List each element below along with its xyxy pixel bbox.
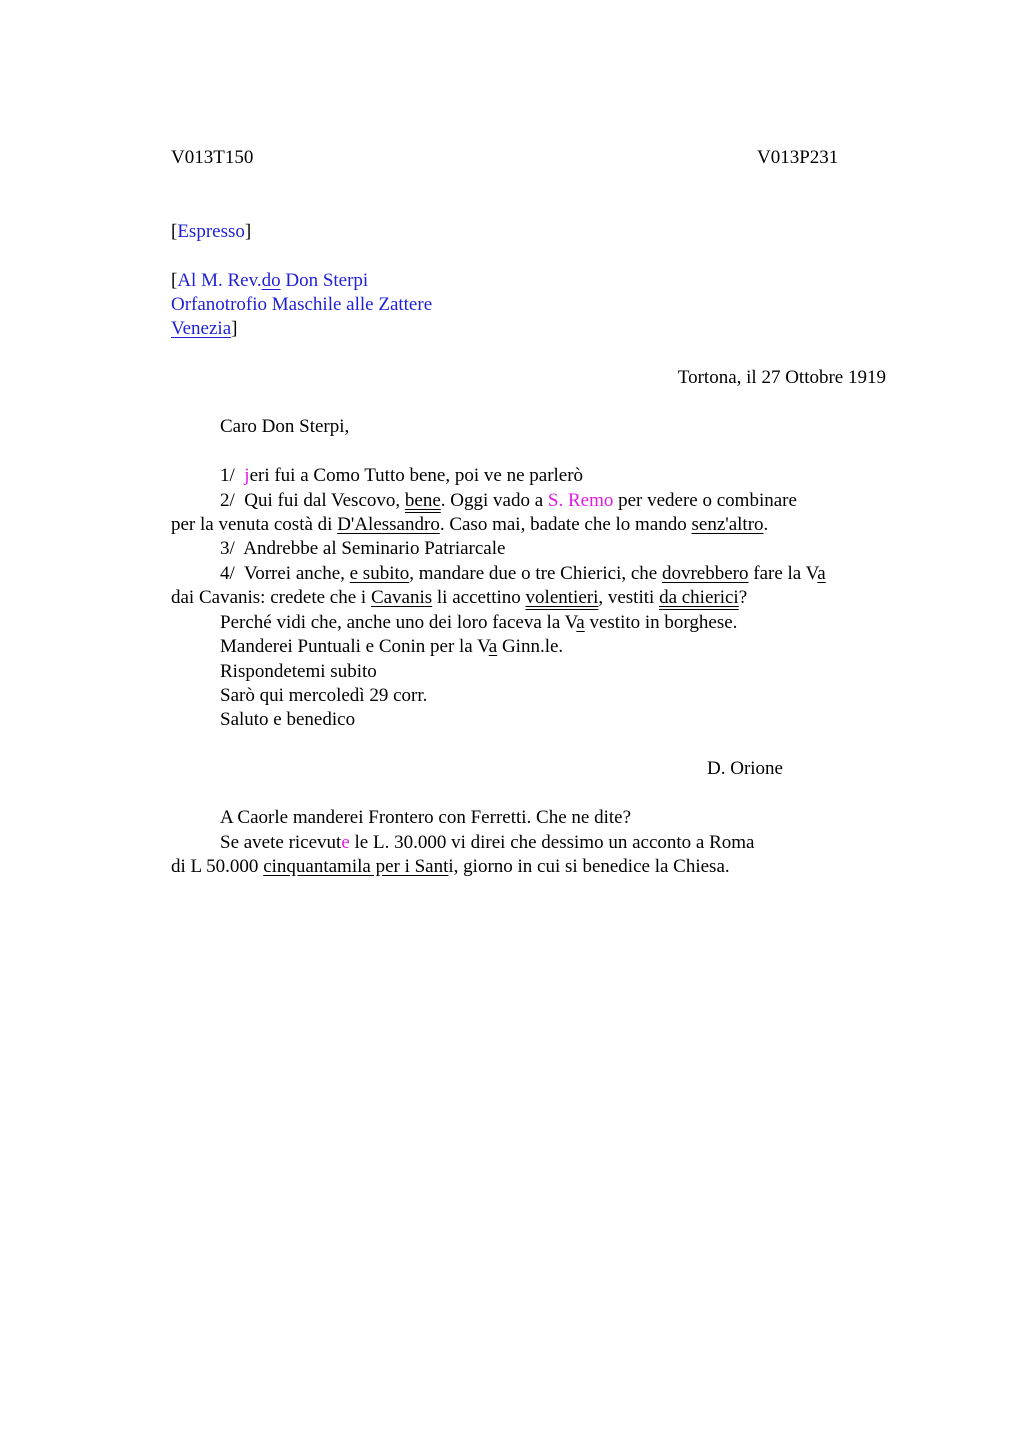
address-line-1: [Al M. Rev.do Don Sterpi	[171, 270, 369, 291]
paragraph-7: Rispondetemi subito	[220, 661, 377, 682]
paragraph-8: Sarò qui mercoledì 29 corr.	[220, 685, 428, 706]
place-date: Tortona, il 27 Ottobre 1919	[677, 367, 886, 388]
archive-code-left: V013T150	[171, 147, 254, 168]
postscript-1: A Caorle manderei Frontero con Ferretti. Che ne dite?	[220, 807, 632, 828]
closing-line: Saluto e benedico	[220, 709, 356, 730]
postscript-2-line-1: Se avete ricevute le L. 30.000 vi direi che dessimo un acconto a Roma	[220, 832, 755, 853]
paragraph-2-line-1: 2/ Qui fui dal Vescovo, bene. Oggi vado a S. Remo per vedere o combinare	[220, 490, 797, 511]
signature: D. Orione	[707, 758, 783, 779]
postscript-2-line-2: di L 50.000 cinquantamila per i Santi, giorno in cui si benedice la Chiesa.	[171, 856, 730, 877]
paragraph-6: Manderei Puntuali e Conin per la Va Ginn.le.	[220, 636, 564, 657]
paragraph-3: 3/ Andrebbe al Seminario Patriarcale	[220, 538, 506, 559]
address-line-3: Venezia]	[171, 318, 238, 339]
archive-code-right: V013P231	[757, 147, 839, 168]
paragraph-5: Perché vidi che, anche uno dei loro faceva la Va vestito in borghese.	[220, 612, 738, 633]
paragraph-1: 1/ jeri fui a Como Tutto bene, poi ve ne parlerò	[220, 465, 584, 486]
paragraph-4-line-2: dai Cavanis: credete che i Cavanis li accettino volentieri, vestiti da chierici?	[171, 587, 748, 608]
espresso-note: [Espresso]	[171, 221, 252, 242]
address-line-2: Orfanotrofio Maschile alle Zattere	[171, 294, 433, 315]
paragraph-2-line-2: per la venuta costà di D'Alessandro. Caso mai, badate che lo mando senz'altro.	[171, 514, 769, 535]
salutation: Caro Don Sterpi,	[220, 416, 350, 437]
paragraph-4-line-1: 4/ Vorrei anche, e subito, mandare due o tre Chierici, che dovrebbero fare la Va	[220, 563, 826, 584]
